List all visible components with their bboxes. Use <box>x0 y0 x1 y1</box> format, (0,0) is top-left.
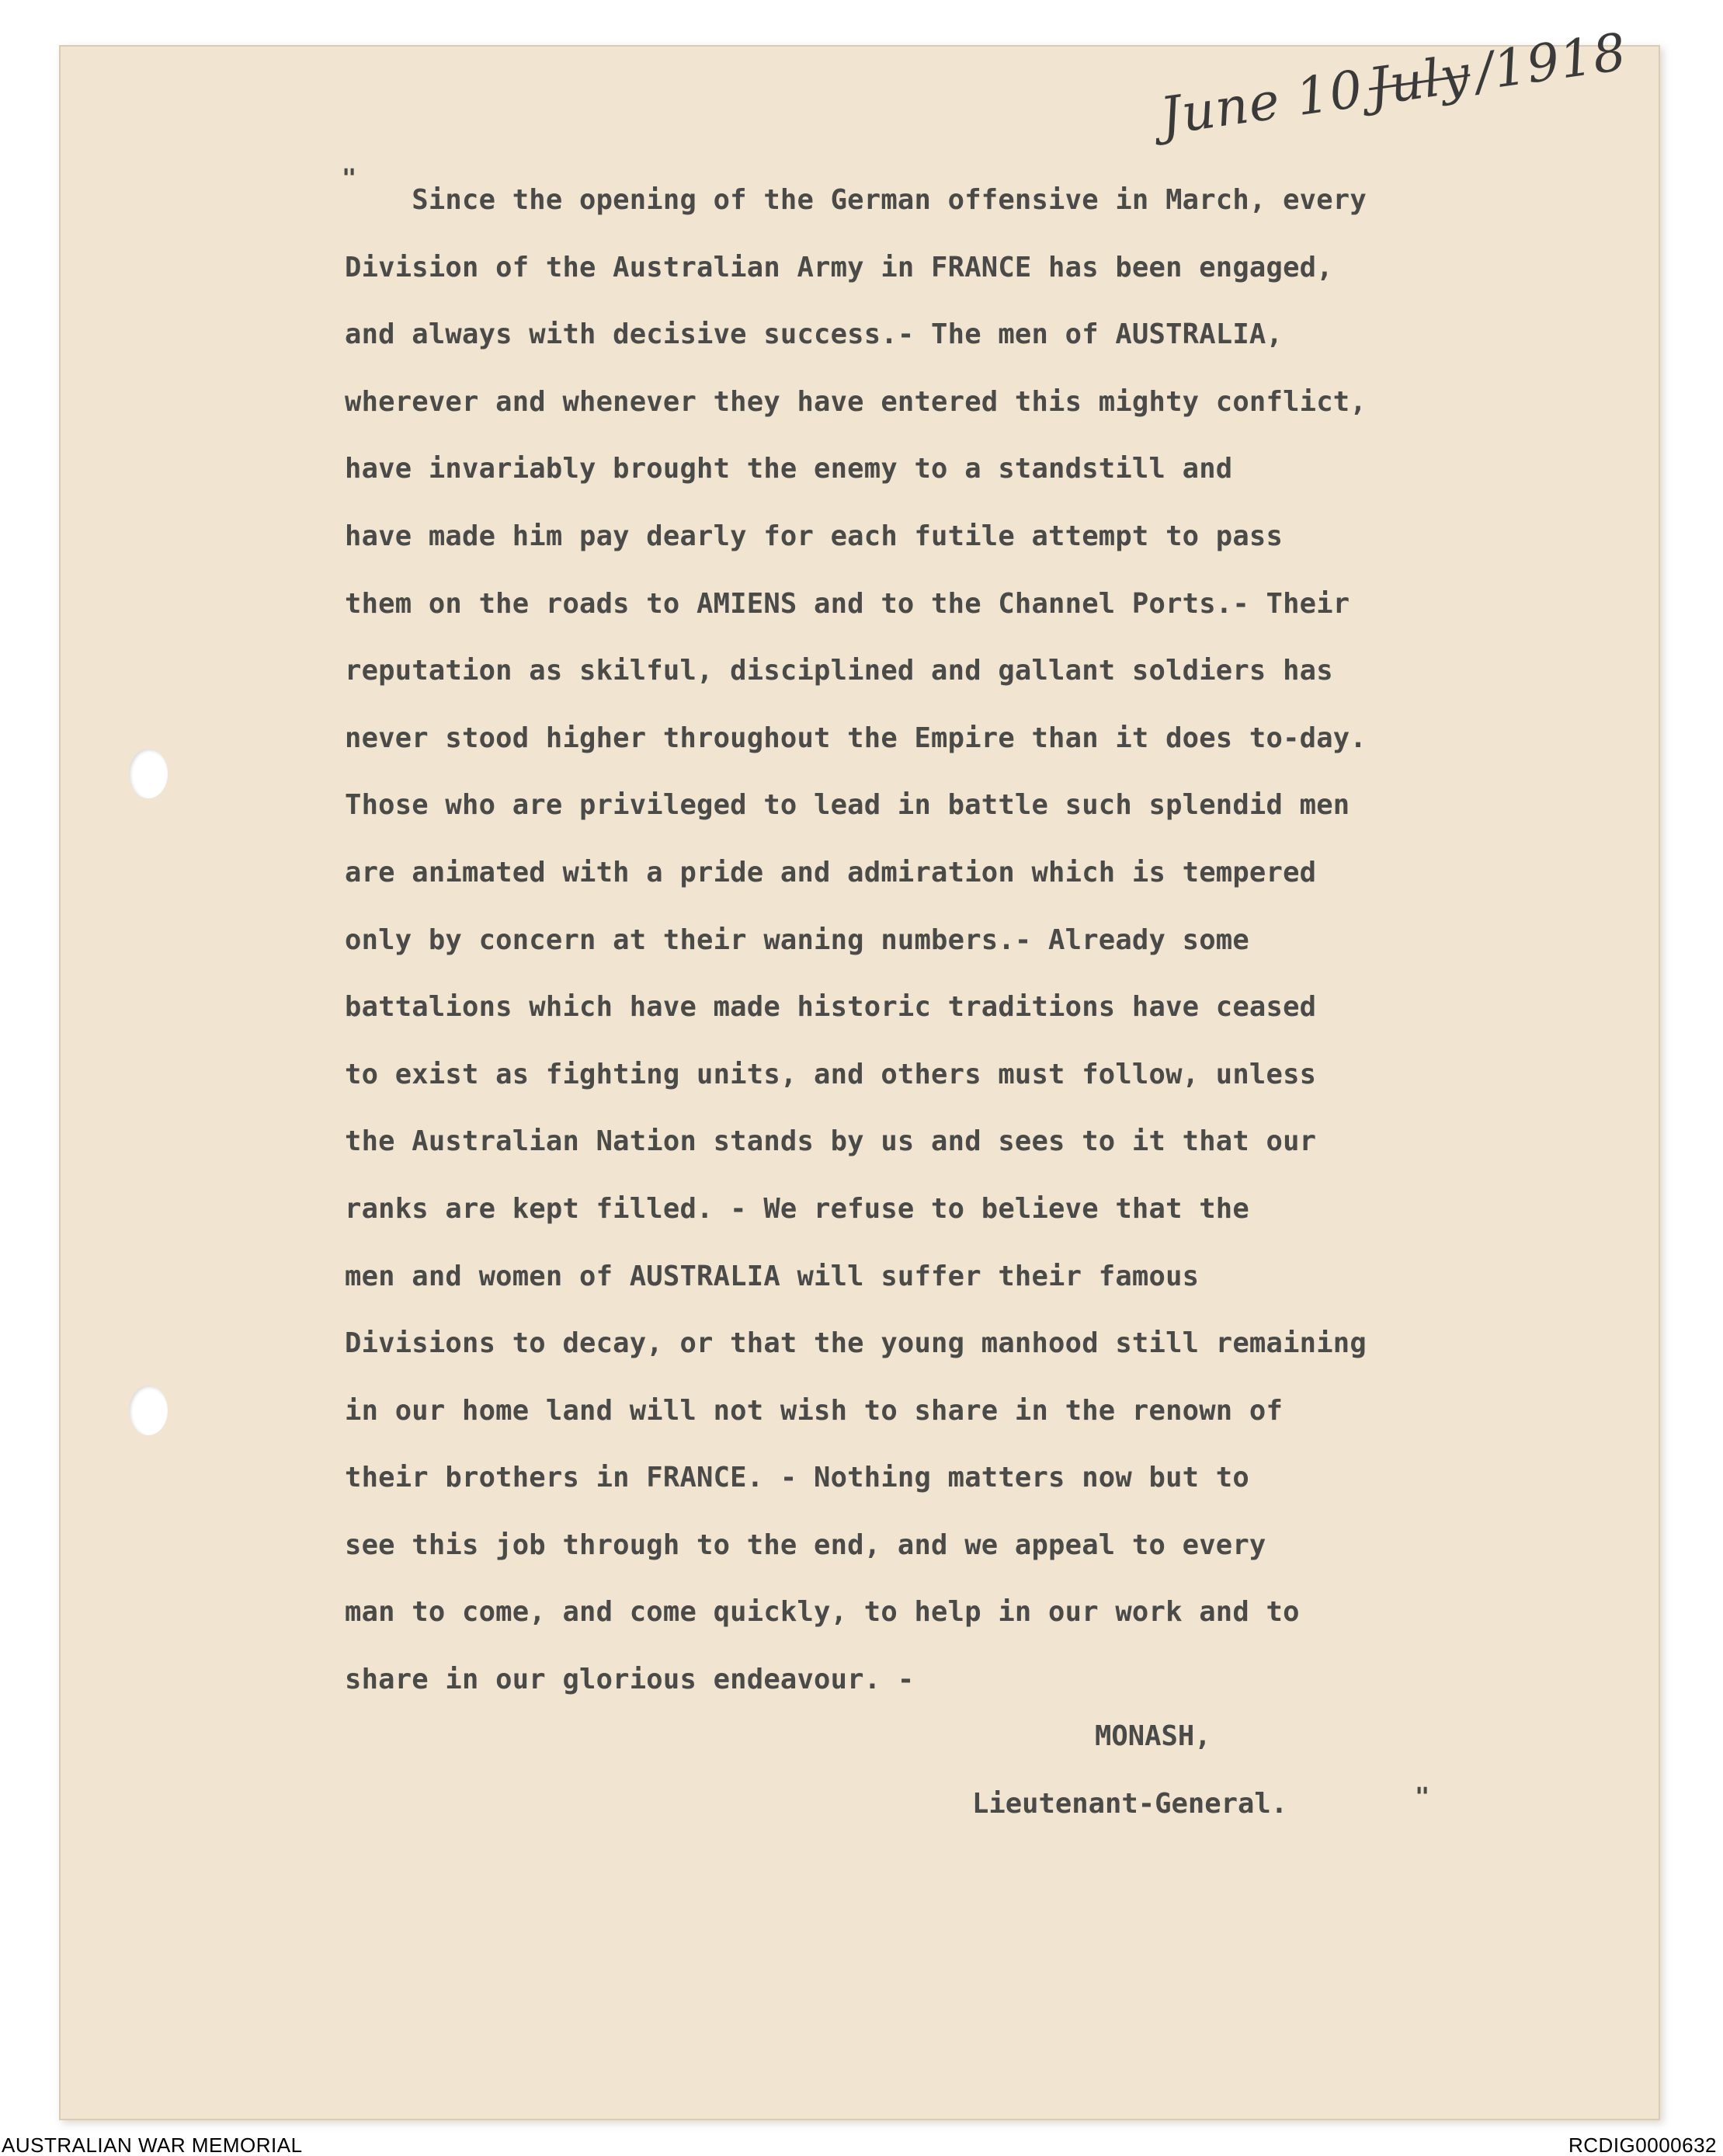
letter-line: wherever and whenever they have entered this mighty conflict, <box>345 385 1367 418</box>
letter-line: are animated with a pride and admiration which is tempered <box>345 856 1317 888</box>
letter-line: in our home land will not wish to share in the renown of <box>345 1394 1284 1427</box>
letter-body <box>345 167 1626 1714</box>
letter-line: share in our glorious endeavour. - <box>345 1664 915 1696</box>
letter-line: Those who are privileged to lead in battle such splendid men <box>345 789 1350 822</box>
letter-line: man to come, and come quickly, to help in our work and to <box>345 1596 1300 1629</box>
letter-line: to exist as fighting units, and others must follow, unless <box>345 1058 1317 1090</box>
letter-line: them on the roads to AMIENS and to the Channel Ports.- Their <box>345 587 1350 620</box>
punch-hole <box>129 1386 168 1435</box>
letter-line: never stood higher throughout the Empire than it does to-day. <box>345 722 1367 754</box>
signature-rank: Lieutenant-General. <box>972 1788 1288 1820</box>
footer-institution: AUSTRALIAN WAR MEMORIAL <box>2 2133 303 2156</box>
letter-line: Divisions to decay, or that the young manhood still remaining <box>345 1327 1367 1360</box>
letter-line: battalions which have made historic traditions have ceased <box>345 991 1317 1024</box>
closing-quote-mark: " <box>1415 1782 1430 1811</box>
date-year: /1918 <box>1471 22 1631 103</box>
signature-name: MONASH, <box>1095 1720 1211 1752</box>
date-prefix: June 10 <box>1156 58 1367 147</box>
letter-line: Since the opening of the German offensive in March, every <box>345 184 1367 216</box>
opening-quote-mark: " <box>342 163 357 193</box>
struck-month: July <box>1364 43 1475 117</box>
letter-line: only by concern at their waning numbers.- Already some <box>345 923 1249 956</box>
letter-line: ranks are kept filled. - We refuse to believe that the <box>345 1192 1249 1225</box>
letter-line: have made him pay dearly for each futile attempt to pass <box>345 520 1284 552</box>
letter-line: have invariably brought the enemy to a standstill and <box>345 453 1233 485</box>
letter-line: their brothers in FRANCE. - Nothing matters now but to <box>345 1462 1249 1494</box>
letter-line: men and women of AUSTRALIA will suffer their famous <box>345 1260 1200 1292</box>
letter-line: and always with decisive success.- The men of AUSTRALIA, <box>345 318 1284 351</box>
letter-line: the Australian Nation stands by us and sees to it that our <box>345 1125 1317 1158</box>
letter-line: Division of the Australian Army in FRANCE has been engaged, <box>345 251 1333 283</box>
footer-record-id: RCDIG0000632 <box>1568 2133 1717 2156</box>
punch-hole <box>129 749 168 798</box>
letter-line: see this job through to the end, and we appeal to every <box>345 1528 1266 1561</box>
letter-line: reputation as skilful, disciplined and gallant soldiers has <box>345 655 1333 687</box>
